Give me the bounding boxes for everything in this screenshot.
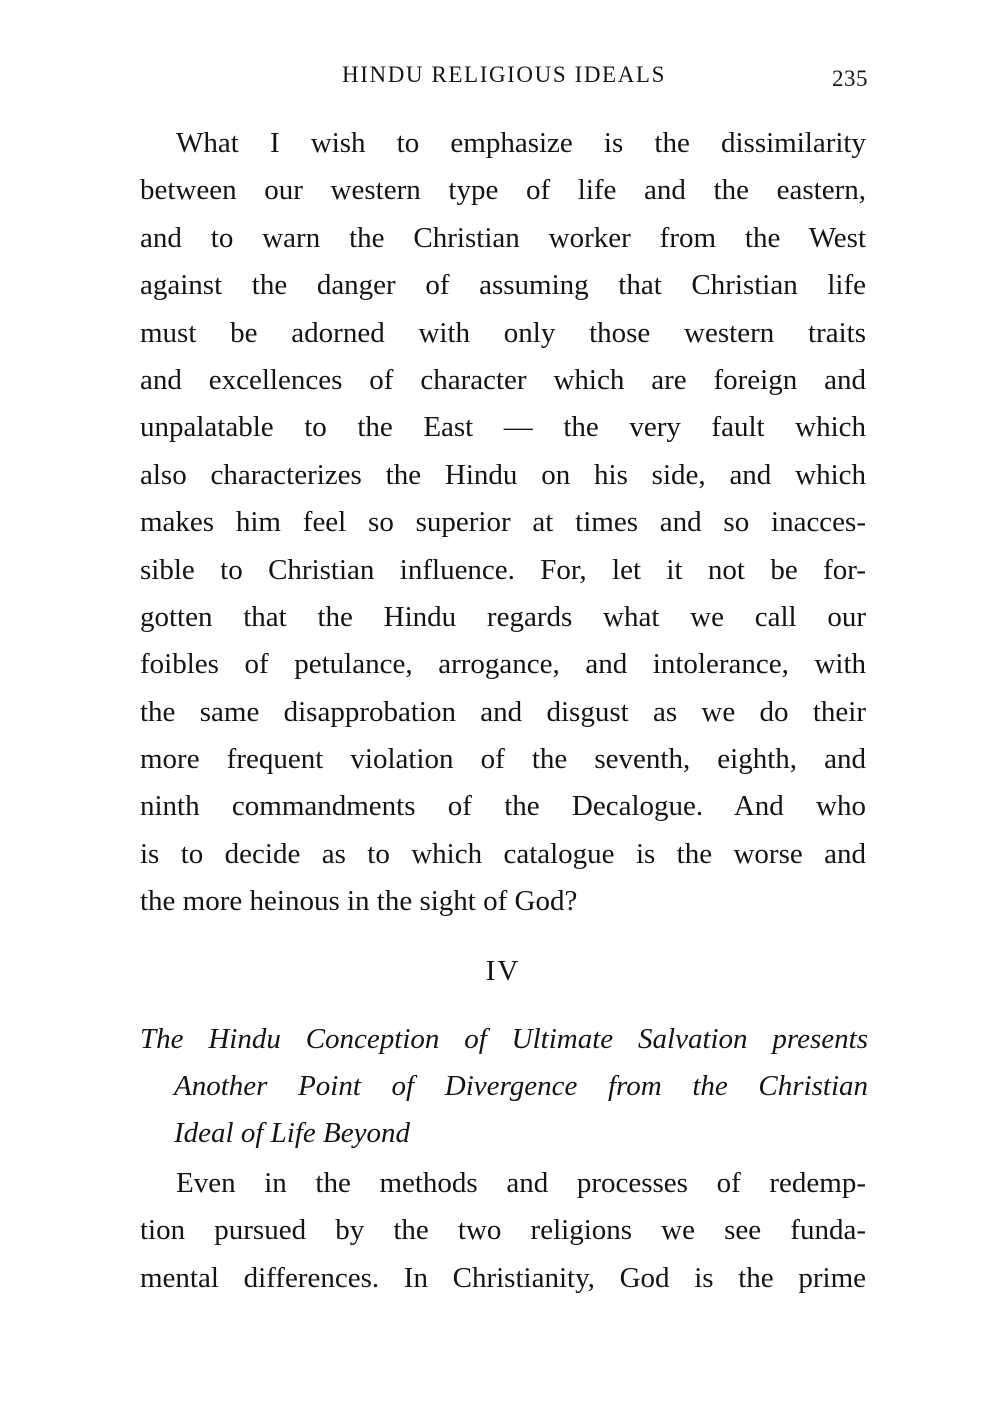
text-line: tion pursued by the two religions we see funda- [140, 1214, 866, 1247]
text-line: Even in the methods and processes of redemp- [176, 1167, 866, 1199]
text-line: mental differences. In Christianity, God is the prime [140, 1261, 866, 1294]
text-line: and excellences of character which are foreign and [140, 363, 866, 396]
heading-line: Ideal of Life Beyond [174, 1117, 410, 1149]
text-line: unpalatable to the East — the very fault which [140, 411, 866, 444]
text-line: more frequent violation of the seventh, eighth, and [140, 743, 866, 776]
section-number: IV [485, 955, 521, 987]
paragraph-redemption [140, 1160, 866, 1302]
text-line: foibles of petulance, arrogance, and intolerance, with [140, 648, 866, 681]
page-number: 235 [832, 66, 868, 91]
text-line: makes him feel so superior at times and so inacces- [140, 506, 866, 539]
heading-line: Another Point of Divergence from the Christian [174, 1070, 868, 1102]
running-title: HINDU RELIGIOUS IDEALS [342, 62, 666, 87]
running-head [140, 62, 868, 96]
text-line: and to warn the Christian worker from the West [140, 221, 866, 254]
paragraph-dissimilarity [140, 120, 866, 926]
text-line: is to decide as to which catalogue is the worse and [140, 837, 866, 870]
text-line: the more heinous in the sight of God? [140, 885, 578, 918]
text-line: against the danger of assuming that Christian life [140, 269, 866, 302]
section-heading [140, 1016, 868, 1157]
text-line: ninth commandments of the Decalogue. And who [140, 790, 866, 823]
text-line: the same disapprobation and disgust as we do their [140, 695, 866, 728]
text-line: also characterizes the Hindu on his side, and which [140, 458, 866, 491]
text-line: sible to Christian influence. For, let it not be for- [140, 553, 866, 586]
text-line: between our western type of life and the eastern, [140, 174, 866, 207]
text-line: must be adorned with only those western traits [140, 316, 866, 349]
text-line: gotten that the Hindu regards what we call our [140, 600, 866, 633]
heading-line: The Hindu Conception of Ultimate Salvation presents [140, 1023, 868, 1055]
text-line: What I wish to emphasize is the dissimilarity [176, 127, 866, 159]
